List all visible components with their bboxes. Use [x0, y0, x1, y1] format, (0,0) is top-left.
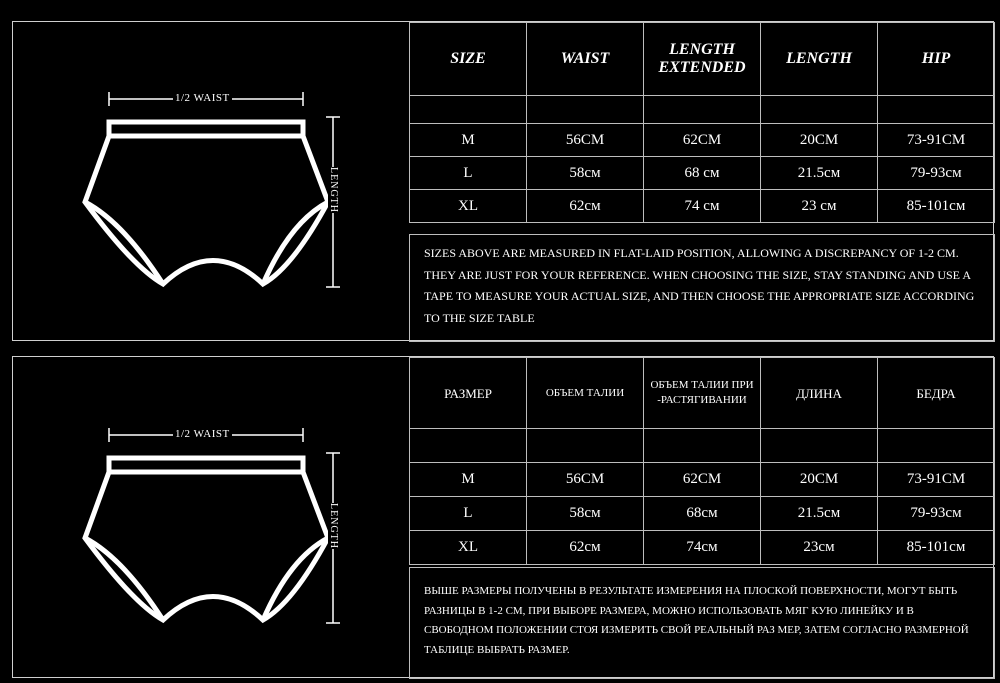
- size-chart-english: [12, 21, 994, 341]
- size-table: [409, 357, 995, 565]
- cell-length: 21.5см: [761, 497, 878, 531]
- briefs-diagram: [13, 357, 409, 677]
- half-waist-label: 1/2 WAIST: [175, 92, 230, 104]
- header-waist: ОБЪЕМ ТАЛИИ: [527, 358, 644, 429]
- table-row: [410, 124, 995, 157]
- header-length: LENGTH: [761, 23, 878, 96]
- cell-hip: 79-93см: [878, 497, 995, 531]
- cell-waist-stretched: 68см: [644, 497, 761, 531]
- cell-length-extended: 62CM: [644, 124, 761, 157]
- cell-length: 23 см: [761, 190, 878, 223]
- cell-waist-stretched: 62CM: [644, 463, 761, 497]
- size-table: [409, 22, 995, 223]
- length-label: LENGTH: [328, 503, 339, 549]
- cell-waist: 58см: [527, 497, 644, 531]
- header-size: SIZE: [410, 23, 527, 96]
- cell-waist: 62см: [527, 531, 644, 565]
- cell-length-extended: 74 см: [644, 190, 761, 223]
- cell-size: M: [410, 463, 527, 497]
- cell-length: 23см: [761, 531, 878, 565]
- cell-size: XL: [410, 531, 527, 565]
- table-row: [410, 157, 995, 190]
- header-length-extended: LENGTH EXTENDED: [644, 23, 761, 96]
- header-hip: HIP: [878, 23, 995, 96]
- cell-waist: 62см: [527, 190, 644, 223]
- cell-length-extended: 68 см: [644, 157, 761, 190]
- measurement-note: SIZES ABOVE ARE MEASURED IN FLAT-LAID POSITION, ALLOWING A DISCREPANCY OF 1-2 CM. THEY ARE JUST FOR YOUR REFERENCE. WHEN CHOOSING THE SIZE, STAY STANDING AND USE A TAPE TO MEASURE YOUR ACTUAL SIZE, AND THEN CHOOSE THE APPROPRIATE SIZE ACCORDING TO THE SIZE TABLE: [409, 234, 995, 342]
- cell-size: L: [410, 497, 527, 531]
- cell-hip: 85-101см: [878, 190, 995, 223]
- cell-hip: 79-93см: [878, 157, 995, 190]
- table-row: [410, 463, 995, 497]
- half-waist-label: 1/2 WAIST: [175, 428, 230, 440]
- header-hip: БЕДРА: [878, 358, 995, 429]
- header-waist: WAIST: [527, 23, 644, 96]
- cell-hip: 73-91CM: [878, 124, 995, 157]
- cell-hip: 85-101см: [878, 531, 995, 565]
- table-row: [410, 190, 995, 223]
- cell-size: L: [410, 157, 527, 190]
- cell-size: M: [410, 124, 527, 157]
- header-length: ДЛИНА: [761, 358, 878, 429]
- table-row: [410, 531, 995, 565]
- header-waist-stretched: ОБЪЕМ ТАЛИИ ПРИ -РАСТЯГИВАНИИ: [644, 358, 761, 429]
- cell-size: XL: [410, 190, 527, 223]
- cell-waist: 56CM: [527, 124, 644, 157]
- cell-length: 20CM: [761, 124, 878, 157]
- table-row: [410, 497, 995, 531]
- cell-length: 21.5см: [761, 157, 878, 190]
- briefs-outline-icon: [13, 357, 409, 679]
- size-chart-russian: [12, 356, 994, 678]
- measurement-note: ВЫШЕ РАЗМЕРЫ ПОЛУЧЕНЫ В РЕЗУЛЬТАТЕ ИЗМЕРЕНИЯ НА ПЛОСКОЙ ПОВЕРХНОСТИ, МОГУТ БЫТЬ РАЗНИЦЫ В 1-2 СМ, ПРИ ВЫБОРЕ РАЗМЕРА, МОЖНО ИСПОЛЬЗОВАТЬ МЯГ КУЮ ЛИНЕЙКУ И В СВОБОДНОМ ПОЛОЖЕНИИ СТОЯ ИЗМЕРИТЬ СВОЙ РЕАЛЬНЫЙ РАЗ МЕР, ЗАТЕМ СОГЛАСНО РАЗМЕРНОЙ ТАБЛИЦЕ ВЫБРАТЬ РАЗМЕР.: [409, 567, 995, 679]
- briefs-diagram: [13, 22, 409, 340]
- cell-hip: 73-91CM: [878, 463, 995, 497]
- cell-waist: 58см: [527, 157, 644, 190]
- cell-length: 20CM: [761, 463, 878, 497]
- header-size: РАЗМЕР: [410, 358, 527, 429]
- length-label: LENGTH: [328, 167, 339, 213]
- cell-waist: 56CM: [527, 463, 644, 497]
- briefs-outline-icon: [13, 22, 409, 342]
- cell-waist-stretched: 74см: [644, 531, 761, 565]
